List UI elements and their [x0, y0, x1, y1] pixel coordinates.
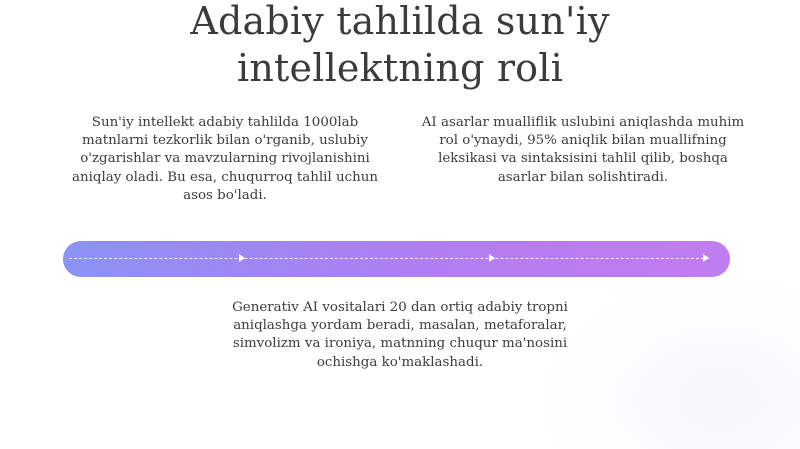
left-paragraph: Sun'iy intellekt adabiy tahlilda 1000lab matnlarni tezkorlik bilan o'rganib, uslubiy o'zgarishlar va mavzularning rivojlanishini aniqlay oladi. Bu esa, chuqurroq tahlil uchun asos bo'ladi.	[72, 115, 378, 203]
arrow-right-icon	[489, 254, 495, 262]
timeline-bar	[63, 241, 730, 277]
timeline-dashed-line	[69, 258, 709, 259]
bottom-paragraph: Generativ AI vositalari 20 dan ortiq adabiy tropni aniqlashga yordam beradi, masalan, metaforalar, simvolizm va ironiya, matnning chuqur ma'nosini ochishga ko'maklashadi.	[232, 300, 568, 370]
title-line-1: Adabiy tahlilda sun'iy	[190, 0, 610, 43]
arrow-right-icon	[239, 254, 245, 262]
title-line-2: intellektning roli	[237, 46, 563, 90]
right-paragraph: AI asarlar mualliflik uslubini aniqlashda muhim rol o'ynaydi, 95% aniqlik bilan muallifning leksikasi va sintaksisini tahlil qilib, boshqa asarlar bilan solishtiradi.	[421, 115, 745, 185]
arrow-right-icon	[703, 254, 709, 262]
